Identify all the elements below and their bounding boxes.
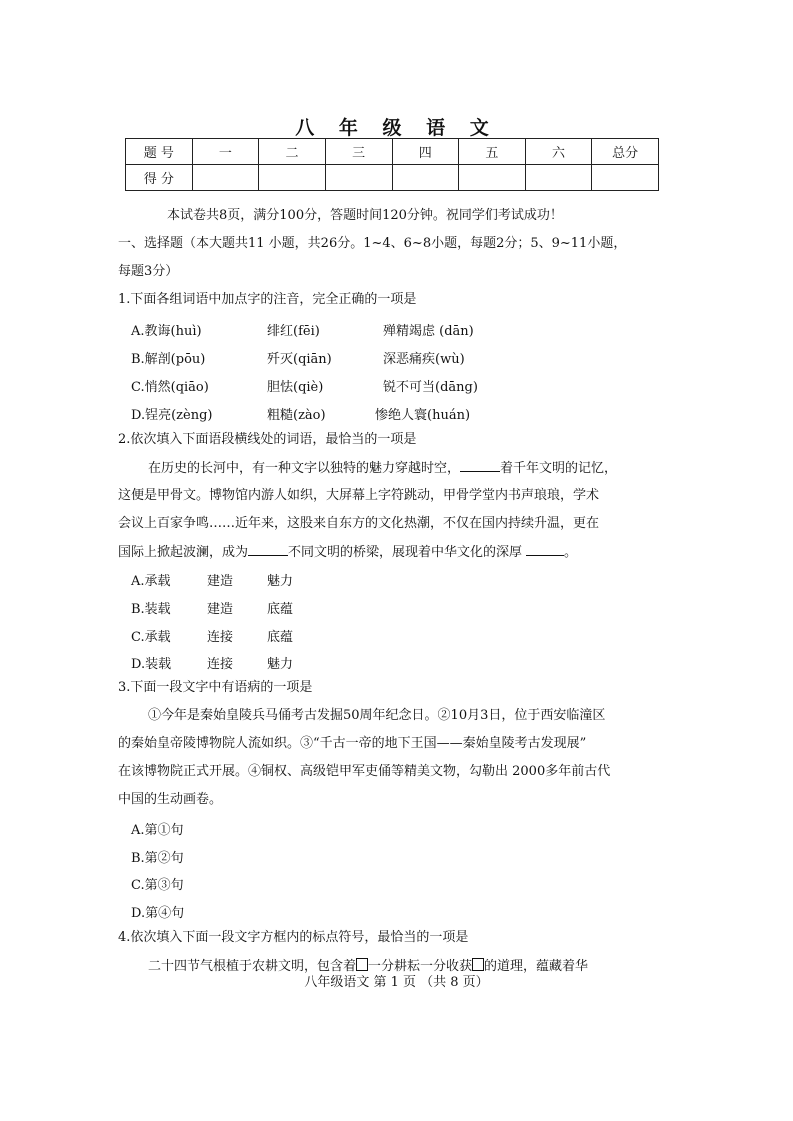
- q4-stem: 4.依次填入下面一段文字方框内的标点符号，最恰当的一项是: [118, 930, 469, 945]
- blank-line: [526, 544, 564, 556]
- q2-passage-text: 国际上掀起波澜，成为: [118, 545, 249, 560]
- section1-heading-cont: 每题3分）: [118, 264, 179, 279]
- q2-passage-line1: [148, 460, 617, 477]
- q1-option-b-part3: 深恶痛疾(wù): [383, 352, 465, 367]
- q3-option-a: A.第①句: [131, 823, 184, 838]
- table-cell: 三: [325, 139, 392, 165]
- q1-option-d-part1: D.锃亮(zèng): [131, 408, 213, 423]
- q2-passage-text: 在历史的长河中，有一种文字以独特的魅力穿越时空，: [148, 461, 461, 476]
- score-table-header-row: [126, 139, 659, 165]
- q2-option-d-part1: D.装载: [131, 657, 172, 672]
- q2-passage-line3: 会议上百家争鸣……近年来，这股来自东方的文化热潮，不仅在国内持续升温，更在: [118, 516, 600, 531]
- score-entry-cell[interactable]: [259, 165, 326, 191]
- q2-option-a-part2: 建造: [207, 574, 234, 589]
- score-entry-cell[interactable]: [459, 165, 526, 191]
- q2-option-c-part3: 底蕴: [267, 630, 294, 645]
- score-entry-cell[interactable]: [325, 165, 392, 191]
- table-cell: 四: [392, 139, 459, 165]
- blank-line: [460, 460, 500, 472]
- score-table-score-row: [126, 165, 659, 191]
- q3-option-c: C.第③句: [131, 878, 184, 893]
- score-entry-cell[interactable]: [392, 165, 459, 191]
- q3-option-b: B.第②句: [131, 851, 184, 866]
- q1-option-c-part3: 锐不可当(dāng): [383, 380, 478, 395]
- q1-option-b-part1: B.解剖(pōu): [131, 352, 206, 367]
- table-cell: 六: [525, 139, 592, 165]
- section1-heading: 一、选择题（本大题共11 小题，共26分。1~4、6~8小题，每题2分；5、9~11小题，: [118, 236, 627, 251]
- q1-stem: 1.下面各组词语中加点字的注音，完全正确的一项是: [118, 292, 417, 307]
- q4-passage-text: 一分耕耘一分收获: [368, 959, 473, 974]
- q2-option-c-part2: 连接: [207, 630, 234, 645]
- score-entry-cell[interactable]: [192, 165, 259, 191]
- q1-option-d-part2: 粗糙(zào): [267, 408, 326, 423]
- q2-option-a-part3: 魅力: [267, 574, 294, 589]
- score-table: [125, 138, 659, 191]
- q1-option-a-part2: 绯红(fēi): [267, 324, 320, 339]
- q1-option-a-part1: A.教诲(huì): [131, 324, 202, 339]
- q2-option-a-part1: A.承载: [131, 574, 171, 589]
- q2-option-c-part1: C.承载: [131, 630, 171, 645]
- q1-option-c-part2: 胆怯(qiè): [267, 380, 324, 395]
- table-cell: 二: [259, 139, 326, 165]
- punctuation-box: [356, 958, 368, 971]
- q2-passage-text: 不同文明的桥梁，展现着中华文化的深厚: [288, 545, 523, 560]
- q3-passage-line1: ①今年是秦始皇陵兵马俑考古发掘50周年纪念日。②10月3日，位于西安临潼区: [148, 708, 606, 723]
- q3-passage-line3: 在该博物院正式开展。④铜权、高级铠甲军吏俑等精美文物，勾勒出 2000多年前古代: [118, 764, 611, 779]
- q2-passage-line2: 这便是甲骨文。博物馆内游人如织，大屏幕上字符跳动，甲骨学堂内书声琅琅，学术: [118, 488, 600, 503]
- q3-passage-line2: 的秦始皇帝陵博物院人流如织。③“千古一帝的地下王国——秦始皇陵考古发现展”: [118, 736, 587, 751]
- table-cell: 总分: [592, 139, 659, 165]
- q2-passage-text: 。: [564, 545, 578, 560]
- q4-passage-text: 的道理，蕴藏着华: [484, 959, 589, 974]
- q1-option-b-part2: 歼灭(qiān): [267, 352, 332, 367]
- q3-stem: 3.下面一段文字中有语病的一项是: [118, 680, 313, 695]
- score-entry-cell[interactable]: [592, 165, 659, 191]
- q2-option-b-part1: B.装载: [131, 602, 171, 617]
- page-title: 八 年 级 语 文: [295, 117, 498, 139]
- table-cell: 五: [459, 139, 526, 165]
- q1-option-a-part3: 殚精竭虑 (dān): [383, 324, 474, 339]
- q1-option-c-part1: C.悄然(qiāo): [131, 380, 209, 395]
- punctuation-box: [472, 958, 484, 971]
- q2-stem: 2.依次填入下面语段横线处的词语，最恰当的一项是: [118, 432, 417, 447]
- blank-line: [248, 544, 288, 556]
- q2-passage-text: 着千年文明的记忆，: [500, 461, 618, 476]
- q3-option-d: D.第④句: [131, 906, 185, 921]
- q2-option-d-part2: 连接: [207, 657, 234, 672]
- q3-passage-line4: 中国的生动画卷。: [118, 792, 223, 807]
- table-cell: 一: [192, 139, 259, 165]
- q4-passage-text: 二十四节气根植于农耕文明，包含着: [148, 959, 357, 974]
- q4-passage-line1: [148, 958, 588, 975]
- table-cell: 题 号: [126, 139, 193, 165]
- q2-option-b-part2: 建造: [207, 602, 234, 617]
- q2-passage-line4: [118, 544, 577, 561]
- table-cell: 得 分: [126, 165, 193, 191]
- q2-option-b-part3: 底蕴: [267, 602, 294, 617]
- page-footer: 八年级语文 第 1 页 （共 8 页）: [304, 975, 489, 990]
- q1-option-d-part3: 惨绝人寰(huán): [375, 408, 471, 423]
- score-entry-cell[interactable]: [525, 165, 592, 191]
- q2-option-d-part3: 魅力: [267, 657, 294, 672]
- exam-intro: 本试卷共8页，满分100分，答题时间120分钟。祝同学们考试成功！: [167, 208, 563, 223]
